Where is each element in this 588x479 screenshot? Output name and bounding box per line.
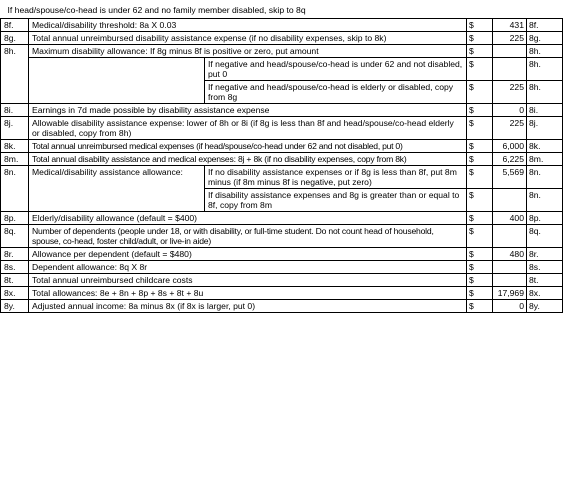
row-8h-negative-under62 (1, 58, 563, 81)
row-8i (1, 104, 563, 117)
condition-text: If negative and head/spouse/co-head is elderly or disabled, copy from 8g (205, 81, 467, 104)
amount-field[interactable]: 0 (493, 300, 527, 313)
dollar-sign: $ (467, 104, 493, 117)
line-ref: 8t. (527, 274, 563, 287)
line-ref: 8x. (527, 287, 563, 300)
amount-field[interactable]: 17,969 (493, 287, 527, 300)
dollar-sign: $ (467, 274, 493, 287)
dollar-sign: $ (467, 166, 493, 189)
line-code: 8h. (1, 45, 29, 104)
dollar-sign: $ (467, 117, 493, 140)
dollar-sign: $ (467, 300, 493, 313)
amount-field[interactable]: 6,225 (493, 153, 527, 166)
dollar-sign: $ (467, 45, 493, 58)
dollar-sign: $ (467, 261, 493, 274)
row-8g (1, 32, 563, 45)
line-ref: 8m. (527, 153, 563, 166)
line-ref: 8g. (527, 32, 563, 45)
line-ref: 8n. (527, 166, 563, 189)
dollar-sign: $ (467, 19, 493, 32)
row-8q (1, 225, 563, 248)
line-ref: 8k. (527, 140, 563, 153)
line-code: 8j. (1, 117, 29, 140)
amount-field[interactable] (493, 189, 527, 212)
line-ref: 8r. (527, 248, 563, 261)
amount-field[interactable]: 480 (493, 248, 527, 261)
line-code: 8i. (1, 104, 29, 117)
line-description: Total annual disability assistance and medical expenses: 8j + 8k (if no disability expenses, copy from 8k) (29, 153, 467, 166)
line-code: 8s. (1, 261, 29, 274)
row-8p (1, 212, 563, 225)
line-code: 8t. (1, 274, 29, 287)
line-description: Earnings in 7d made possible by disability assistance expense (29, 104, 467, 117)
dollar-sign: $ (467, 140, 493, 153)
amount-field[interactable] (493, 45, 527, 58)
amount-field[interactable] (493, 274, 527, 287)
amount-field[interactable] (493, 58, 527, 81)
dollar-sign: $ (467, 287, 493, 300)
line-description: Number of dependents (people under 18, or with disability, or full-time student. Do not count head of household, spouse, co-head, foster child/adult, or live-in aide) (29, 225, 467, 248)
row-8x (1, 287, 563, 300)
line-description: Total allowances: 8e + 8n + 8p + 8s + 8t + 8u (29, 287, 467, 300)
line-description: Total annual unreimbursed childcare costs (29, 274, 467, 287)
form-header: If head/spouse/co-head is under 62 and no family member disabled, skip to 8q (7, 5, 306, 15)
line-code: 8n. (1, 166, 29, 212)
line-description: Total annual unreimbursed disability assistance expense (if no disability expenses, skip to 8k) (29, 32, 467, 45)
amount-field[interactable]: 0 (493, 104, 527, 117)
line-ref: 8s. (527, 261, 563, 274)
amount-field[interactable]: 431 (493, 19, 527, 32)
dollar-sign: $ (467, 32, 493, 45)
amount-field[interactable]: 225 (493, 32, 527, 45)
header-row (1, 2, 563, 19)
condition-text: If negative and head/spouse/co-head is under 62 and not disabled, put 0 (205, 58, 467, 81)
row-8s (1, 261, 563, 274)
condition-text: If disability assistance expenses and 8g is greater than or equal to 8f, copy from 8m (205, 189, 467, 212)
line-description: Allowable disability assistance expense: lower of 8h or 8i (if 8g is less than 8f and head/spouse/co-head elderly or disabled, copy from 8h) (29, 117, 467, 140)
dollar-sign: $ (467, 81, 493, 104)
dollar-sign: $ (467, 153, 493, 166)
line-code: 8y. (1, 300, 29, 313)
row-8r (1, 248, 563, 261)
line-code: 8q. (1, 225, 29, 248)
row-8t (1, 274, 563, 287)
dollar-sign: $ (467, 58, 493, 81)
line-code: 8f. (1, 19, 29, 32)
income-allowance-form (0, 2, 562, 313)
line-code: 8r. (1, 248, 29, 261)
line-code: 8g. (1, 32, 29, 45)
line-code: 8p. (1, 212, 29, 225)
line-description: Total annual unreimbursed medical expenses (if head/spouse/co-head under 62 and not disabled, put 0) (29, 140, 467, 153)
line-ref: 8h. (527, 58, 563, 81)
dollar-sign: $ (467, 248, 493, 261)
line-description: Medical/disability threshold: 8a X 0.03 (29, 19, 467, 32)
line-description: Allowance per dependent (default = $480) (29, 248, 467, 261)
line-ref: 8p. (527, 212, 563, 225)
line-ref: 8n. (527, 189, 563, 212)
dollar-sign: $ (467, 225, 493, 248)
row-8h (1, 45, 563, 58)
row-8n (1, 166, 563, 189)
dollar-sign: $ (467, 212, 493, 225)
line-ref: 8h. (527, 81, 563, 104)
line-description: Adjusted annual income: 8a minus 8x (if 8x is larger, put 0) (29, 300, 467, 313)
line-description: Maximum disability allowance: If 8g minus 8f is positive or zero, put amount (29, 45, 467, 58)
blank-cell (29, 58, 205, 81)
line-code: 8k. (1, 140, 29, 153)
row-8y (1, 300, 563, 313)
amount-field[interactable]: 5,569 (493, 166, 527, 189)
line-code: 8m. (1, 153, 29, 166)
line-ref: 8f. (527, 19, 563, 32)
allowance-table (0, 2, 563, 313)
line-description: Dependent allowance: 8q X 8r (29, 261, 467, 274)
amount-field[interactable] (493, 261, 527, 274)
line-ref: 8h. (527, 45, 563, 58)
line-ref: 8j. (527, 117, 563, 140)
dollar-sign: $ (467, 189, 493, 212)
row-8h-negative-elderly (1, 81, 563, 104)
condition-text: If no disability assistance expenses or if 8g is less than 8f, put 8m minus (if 8m minus 8f is negative, put zero) (205, 166, 467, 189)
line-ref: 8q. (527, 225, 563, 248)
blank-cell (29, 81, 205, 104)
amount-field[interactable] (493, 225, 527, 248)
amount-field[interactable]: 225 (493, 117, 527, 140)
line-description: Medical/disability assistance allowance: (29, 166, 205, 212)
line-code: 8x. (1, 287, 29, 300)
line-ref: 8i. (527, 104, 563, 117)
row-8f (1, 19, 563, 32)
amount-field[interactable]: 400 (493, 212, 527, 225)
row-8k (1, 140, 563, 153)
amount-field[interactable]: 6,000 (493, 140, 527, 153)
line-description: Elderly/disability allowance (default = $400) (29, 212, 467, 225)
line-ref: 8y. (527, 300, 563, 313)
row-8m (1, 153, 563, 166)
row-8j (1, 117, 563, 140)
amount-field[interactable]: 225 (493, 81, 527, 104)
